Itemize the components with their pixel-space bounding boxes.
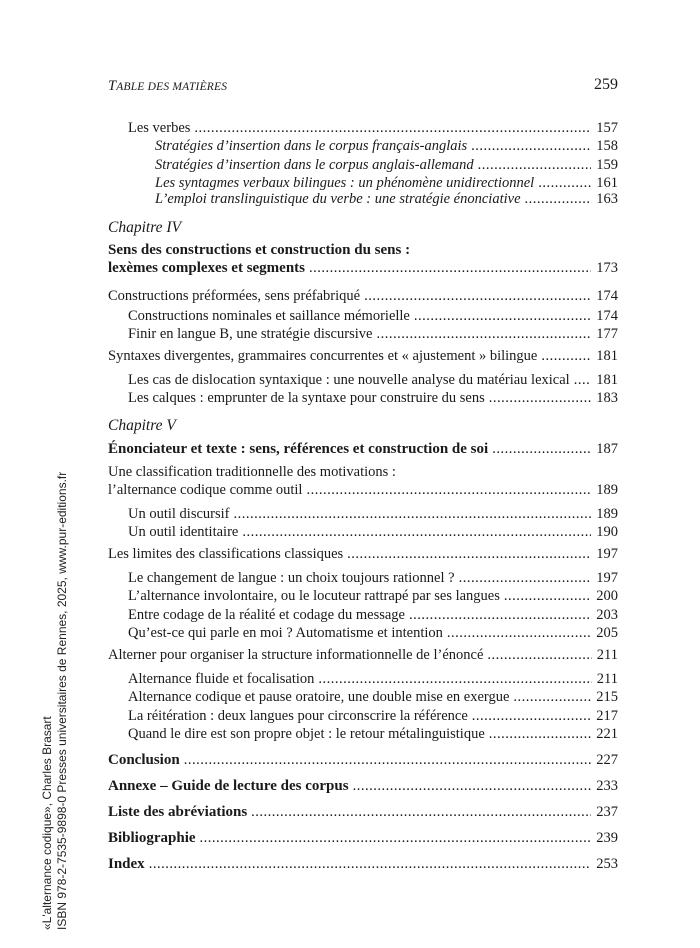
toc-entry[interactable] [128,388,618,408]
toc-entry-title: Quand le dire est son propre objet : le retour métalinguistique [128,726,485,742]
toc-entry-page: 215 [596,689,618,705]
toc-entry[interactable] [128,687,618,707]
toc-entry[interactable] [155,136,618,156]
toc-entry-page: 161 [596,175,618,191]
dot-leader [504,586,591,606]
toc-entry-page: 200 [596,588,618,604]
toc-entry-title: Bibliographie [108,830,196,846]
toc-entry-title: Sens des constructions et construction du sens : [108,242,411,258]
toc-entry-page: 158 [596,138,618,154]
dot-leader [574,370,592,390]
toc-entry-page: 217 [596,708,618,724]
toc-entry-page: 187 [596,441,618,457]
toc-entry[interactable] [128,586,618,606]
toc-entry[interactable] [108,346,618,366]
toc-entry-title: Énonciateur et texte : sens, références et construction de soi [108,441,489,457]
toc-entry-page: 174 [596,308,618,324]
toc-entry-page: 189 [596,482,618,498]
toc-entry-title: Constructions nominales et saillance mémorielle [128,308,410,324]
toc-entry[interactable] [128,605,618,625]
toc-entry-title: Une classification traditionnelle des motivations : [108,464,396,480]
toc-entry[interactable] [108,240,618,260]
toc-entry-page: 197 [596,546,618,562]
header-title-rest: ABLE DES MATIÈRES [116,81,228,93]
dot-leader [459,568,592,588]
toc-entry-page: 239 [596,830,618,846]
toc-entry-page: 205 [596,625,618,641]
toc-entry[interactable] [108,462,618,482]
toc-entry-page: 173 [596,260,618,276]
toc-entry-title: Les limites des classifications classiques [108,546,344,562]
header-title-initial: T [108,78,117,94]
toc-entry-title: Finir en langue B, une stratégie discursive [128,326,373,342]
dot-leader [251,802,591,822]
toc-entry[interactable] [128,324,618,344]
dot-leader [309,258,591,278]
dot-leader [149,854,592,874]
toc-entry[interactable] [155,155,618,175]
toc-entry[interactable] [108,480,618,500]
toc-entry-page: 227 [596,752,618,768]
page-number: 259 [594,76,618,93]
toc-entry-title: Constructions préformées, sens préfabriqué [108,288,361,304]
toc-entry[interactable] [128,669,618,689]
toc-entry-title: L’alternance involontaire, ou le locuteur rattrapé par ses langues [128,588,500,604]
toc-entry-title: Un outil identitaire [128,524,239,540]
toc-entry[interactable] [108,802,618,822]
toc-entry-title: l’alternance codique comme outil [108,482,303,498]
dot-leader [492,439,591,459]
toc-entry-title: Liste des abréviations [108,804,248,820]
dot-leader [525,189,592,209]
dot-leader [471,136,591,156]
toc-entry[interactable] [108,854,618,874]
toc-entry-title: Index [108,856,145,872]
toc-entry[interactable] [128,724,618,744]
toc-entry[interactable] [128,522,618,542]
toc-entry-title: Un outil discursif [128,506,230,522]
toc-entry-page [613,240,618,260]
dot-leader [478,155,592,175]
toc-entry-page: 174 [596,288,618,304]
dot-leader [414,306,591,326]
toc-entry-page: 211 [596,647,618,663]
chapter-label: Chapitre IV [108,219,182,236]
chapter-label: Chapitre V [108,417,176,434]
toc-entry-page: 189 [596,506,618,522]
side-credit-isbn: ISBN 978-2-7535-9898-0 Presses universitaires de Rennes, 2025, www.pur-editions.fr [55,471,69,930]
toc-entry-title: Les cas de dislocation syntaxique : une nouvelle analyse du matériau lexical [128,372,570,388]
toc-entry-title: Annexe – Guide de lecture des corpus [108,778,349,794]
toc-entry-page: 197 [596,570,618,586]
dot-leader [364,286,591,306]
toc-entry-title: lexèmes complexes et segments [108,260,306,276]
dot-leader [200,828,592,848]
dot-leader [306,480,591,500]
toc-entry[interactable] [128,706,618,726]
toc-entry[interactable] [128,504,618,524]
toc-entry-page: 203 [596,607,618,623]
dot-leader [318,669,591,689]
dot-leader [234,504,592,524]
toc-entry[interactable] [108,258,618,278]
toc-entry[interactable] [108,645,618,665]
toc-entry-page [613,462,618,482]
toc-entry-title: Les syntagmes verbaux bilingues : un phénomène unidirectionnel [155,175,535,191]
toc-entry[interactable] [108,439,618,459]
toc-entry-title: Le changement de langue : un choix toujours rationnel ? [128,570,455,586]
toc-entry-page: 211 [596,671,618,687]
dot-leader [487,645,591,665]
header-title [108,78,227,95]
toc-entry-title: Alternance codique et pause oratoire, une double mise en exergue [128,689,510,705]
dot-leader [472,706,591,726]
toc-entry-page: 157 [596,120,618,136]
toc-entry[interactable] [128,118,618,138]
dot-leader [347,544,591,564]
toc-entry-page: 159 [596,157,618,173]
toc-entry[interactable] [108,544,618,564]
toc-entry-page: 183 [596,390,618,406]
toc-entry-title: Conclusion [108,752,180,768]
toc-entry[interactable] [128,568,618,588]
toc-entry-page: 177 [596,326,618,342]
toc-entry-title: Stratégies d’insertion dans le corpus anglais-allemand [155,157,474,173]
dot-leader [242,522,591,542]
toc-entry-title: L’emploi translinguistique du verbe : une stratégie énonciative [155,191,521,207]
toc-entry-title: Qu’est-ce qui parle en moi ? Automatisme et intention [128,625,443,641]
toc-entry-title: Alternance fluide et focalisation [128,671,315,687]
dot-leader [541,346,591,366]
dot-leader [353,776,592,796]
dot-leader [376,324,591,344]
toc-entry-page: 181 [596,372,618,388]
toc-entry[interactable] [108,828,618,848]
toc-entry-title: Syntaxes divergentes, grammaires concurrentes et « ajustement » bilingue [108,348,538,364]
toc-entry[interactable] [108,286,618,306]
toc-entry[interactable] [108,750,618,770]
toc-entry-page: 233 [596,778,618,794]
toc-entry-page: 253 [596,856,618,872]
toc-entry[interactable] [108,776,618,796]
toc-entry[interactable] [155,189,618,209]
toc-entry[interactable] [128,623,618,643]
toc-entry-page: 237 [596,804,618,820]
toc-entry-title: Entre codage de la réalité et codage du message [128,607,405,623]
toc-entry-page: 163 [596,191,618,207]
dot-leader [184,750,592,770]
toc-entry[interactable] [128,306,618,326]
toc-entry-title: Stratégies d’insertion dans le corpus français-anglais [155,138,468,154]
toc-entry-title: Les calques : emprunter de la syntaxe pour construire du sens [128,390,485,406]
toc-entry[interactable] [128,370,618,390]
toc-entry-title: Alterner pour organiser la structure informationnelle de l’énoncé [108,647,484,663]
toc-entry-page: 190 [596,524,618,540]
toc-entry-title: Les verbes [128,120,191,136]
toc-entry-page: 181 [596,348,618,364]
toc-entry-title: La réitération : deux langues pour circonscrire la référence [128,708,468,724]
dot-leader [489,388,591,408]
dot-leader [409,605,591,625]
toc-entry-page: 221 [596,726,618,742]
dot-leader [194,118,591,138]
dot-leader [513,687,591,707]
dot-leader [489,724,591,744]
side-credit-title: «L'alternance codique», Charles Brasart [40,716,54,930]
dot-leader [447,623,591,643]
